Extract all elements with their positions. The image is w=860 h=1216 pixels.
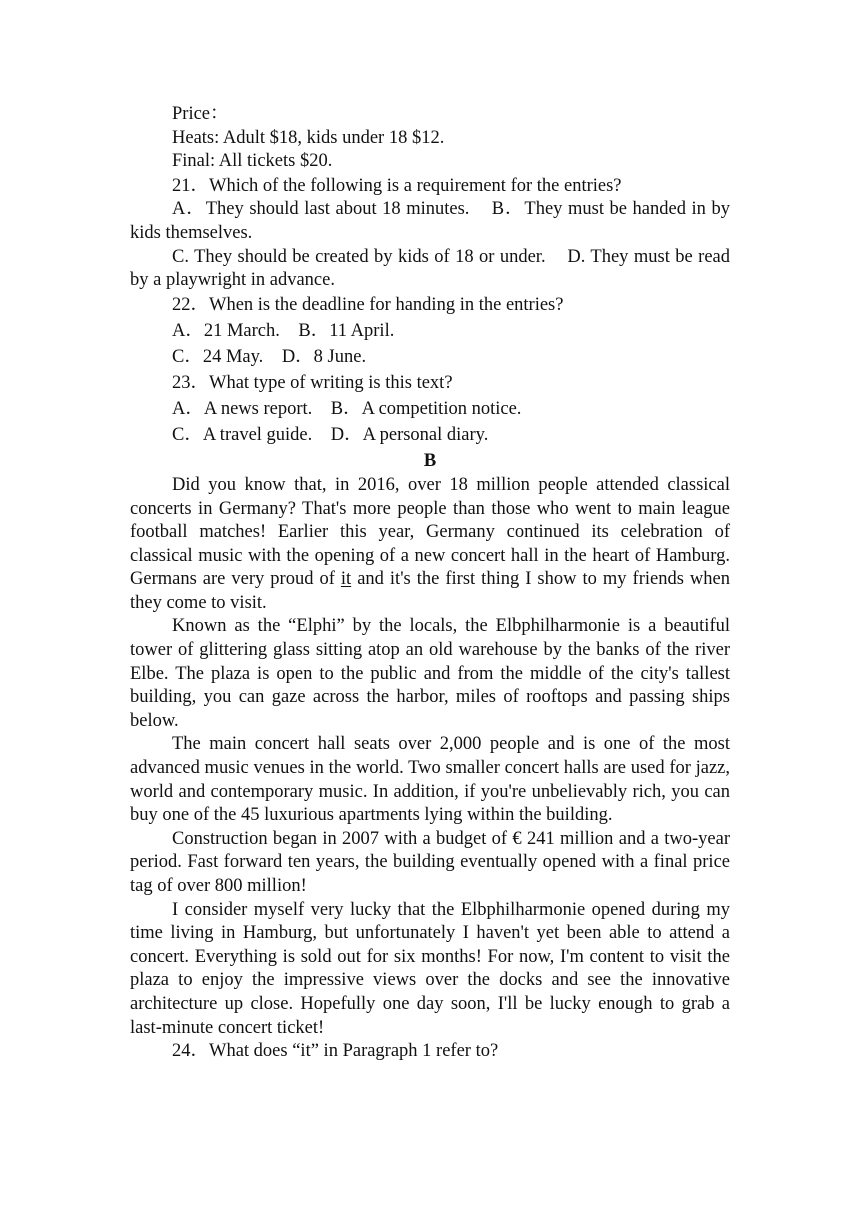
- question-21-option-a: A．They should last about 18 minutes.: [172, 199, 470, 220]
- question-22-options-ab: [130, 320, 730, 344]
- question-22-option-d: D．8 June.: [281, 346, 367, 367]
- question-23-option-a: A．A news report.: [172, 399, 313, 420]
- question-21-option-d: D. They must be read by a playwright in advance.: [130, 246, 731, 291]
- question-22-options-cd: [130, 346, 730, 370]
- passage-paragraph-4: Construction began in 2007 with a budget of € 241 million and a two-year period. Fast forward ten years, the building eventually opened with a final price tag of over 800 million!: [130, 828, 730, 896]
- question-22-option-a: A．21 March.: [172, 320, 280, 341]
- question-24-stem: 24．What does “it” in Paragraph 1 refer to?: [172, 1041, 499, 1062]
- price-label: Price：: [172, 104, 229, 124]
- question-23-stem: 23．What type of writing is this text?: [172, 373, 453, 394]
- price-heats: Heats: Adult $18, kids under 18 $12.: [172, 127, 445, 148]
- underlined-it: it: [340, 569, 352, 590]
- question-23-option-d: D．A personal diary.: [330, 425, 489, 446]
- question-23-options-ab: [130, 398, 730, 422]
- question-22-stem: 22．When is the deadline for handing in the entries?: [172, 294, 564, 315]
- question-21-option-c: C. They should be created by kids of 18 or under.: [172, 246, 546, 267]
- passage-paragraph-1: [130, 474, 730, 616]
- price-final: Final: All tickets $20.: [172, 151, 333, 172]
- section-b-heading: B: [423, 451, 437, 472]
- question-23-option-c: C．A travel guide.: [172, 425, 313, 446]
- question-23-option-b: B．A competition notice.: [330, 399, 522, 420]
- passage-paragraph-1-start: Did you know that, in 2016, over 18 million people attended classical concerts in Germany? That's more people than those who went to main league football matches! Earlier this year, Germany continued its celebration of classical music with the opening of a new concert hall in the heart of Hamburg. Germans are very proud of: [130, 474, 730, 590]
- document-page: [130, 103, 730, 1064]
- question-21-options-ab: [130, 198, 730, 245]
- question-22-option-c: C．24 May.: [172, 346, 264, 367]
- question-22-option-b: B．11 April.: [298, 320, 395, 341]
- question-21-stem: 21．Which of the following is a requirement for the entries?: [172, 175, 622, 196]
- question-21-options-cd: [130, 246, 730, 293]
- passage-paragraph-3: The main concert hall seats over 2,000 people and is one of the most advanced music venues in the world. Two smaller concert halls are used for jazz, world and contemporary music. In addition, if you're unbelievably rich, you can buy one of the 45 luxurious apartments lying within the building.: [130, 734, 730, 826]
- passage-paragraph-1-end: and it's the first thing I show to my friends when they come to visit.: [130, 569, 730, 613]
- question-23-options-cd: [130, 424, 730, 448]
- passage-paragraph-2: Known as the “Elphi” by the locals, the Elbphilharmonie is a beautiful tower of glittering glass sitting atop an old warehouse by the banks of the river Elbe. The plaza is open to the public and from the middle of the city's tallest building, you can gaze across the harbor, miles of rooftops and passing ships below.: [130, 616, 730, 731]
- question-21-option-b: B．They must be handed in by kids themselves.: [130, 199, 730, 243]
- passage-paragraph-5: I consider myself very lucky that the Elbphilharmonie opened during my time living in Hamburg, but unfortunately I haven't yet been able to attend a concert. Everything is sold out for six months! For now, I'm content to visit the plaza to enjoy the impressive views over the docks and see the innovative architecture up close. Hopefully one day soon, I'll be lucky enough to grab a last-minute concert ticket!: [130, 899, 730, 1038]
